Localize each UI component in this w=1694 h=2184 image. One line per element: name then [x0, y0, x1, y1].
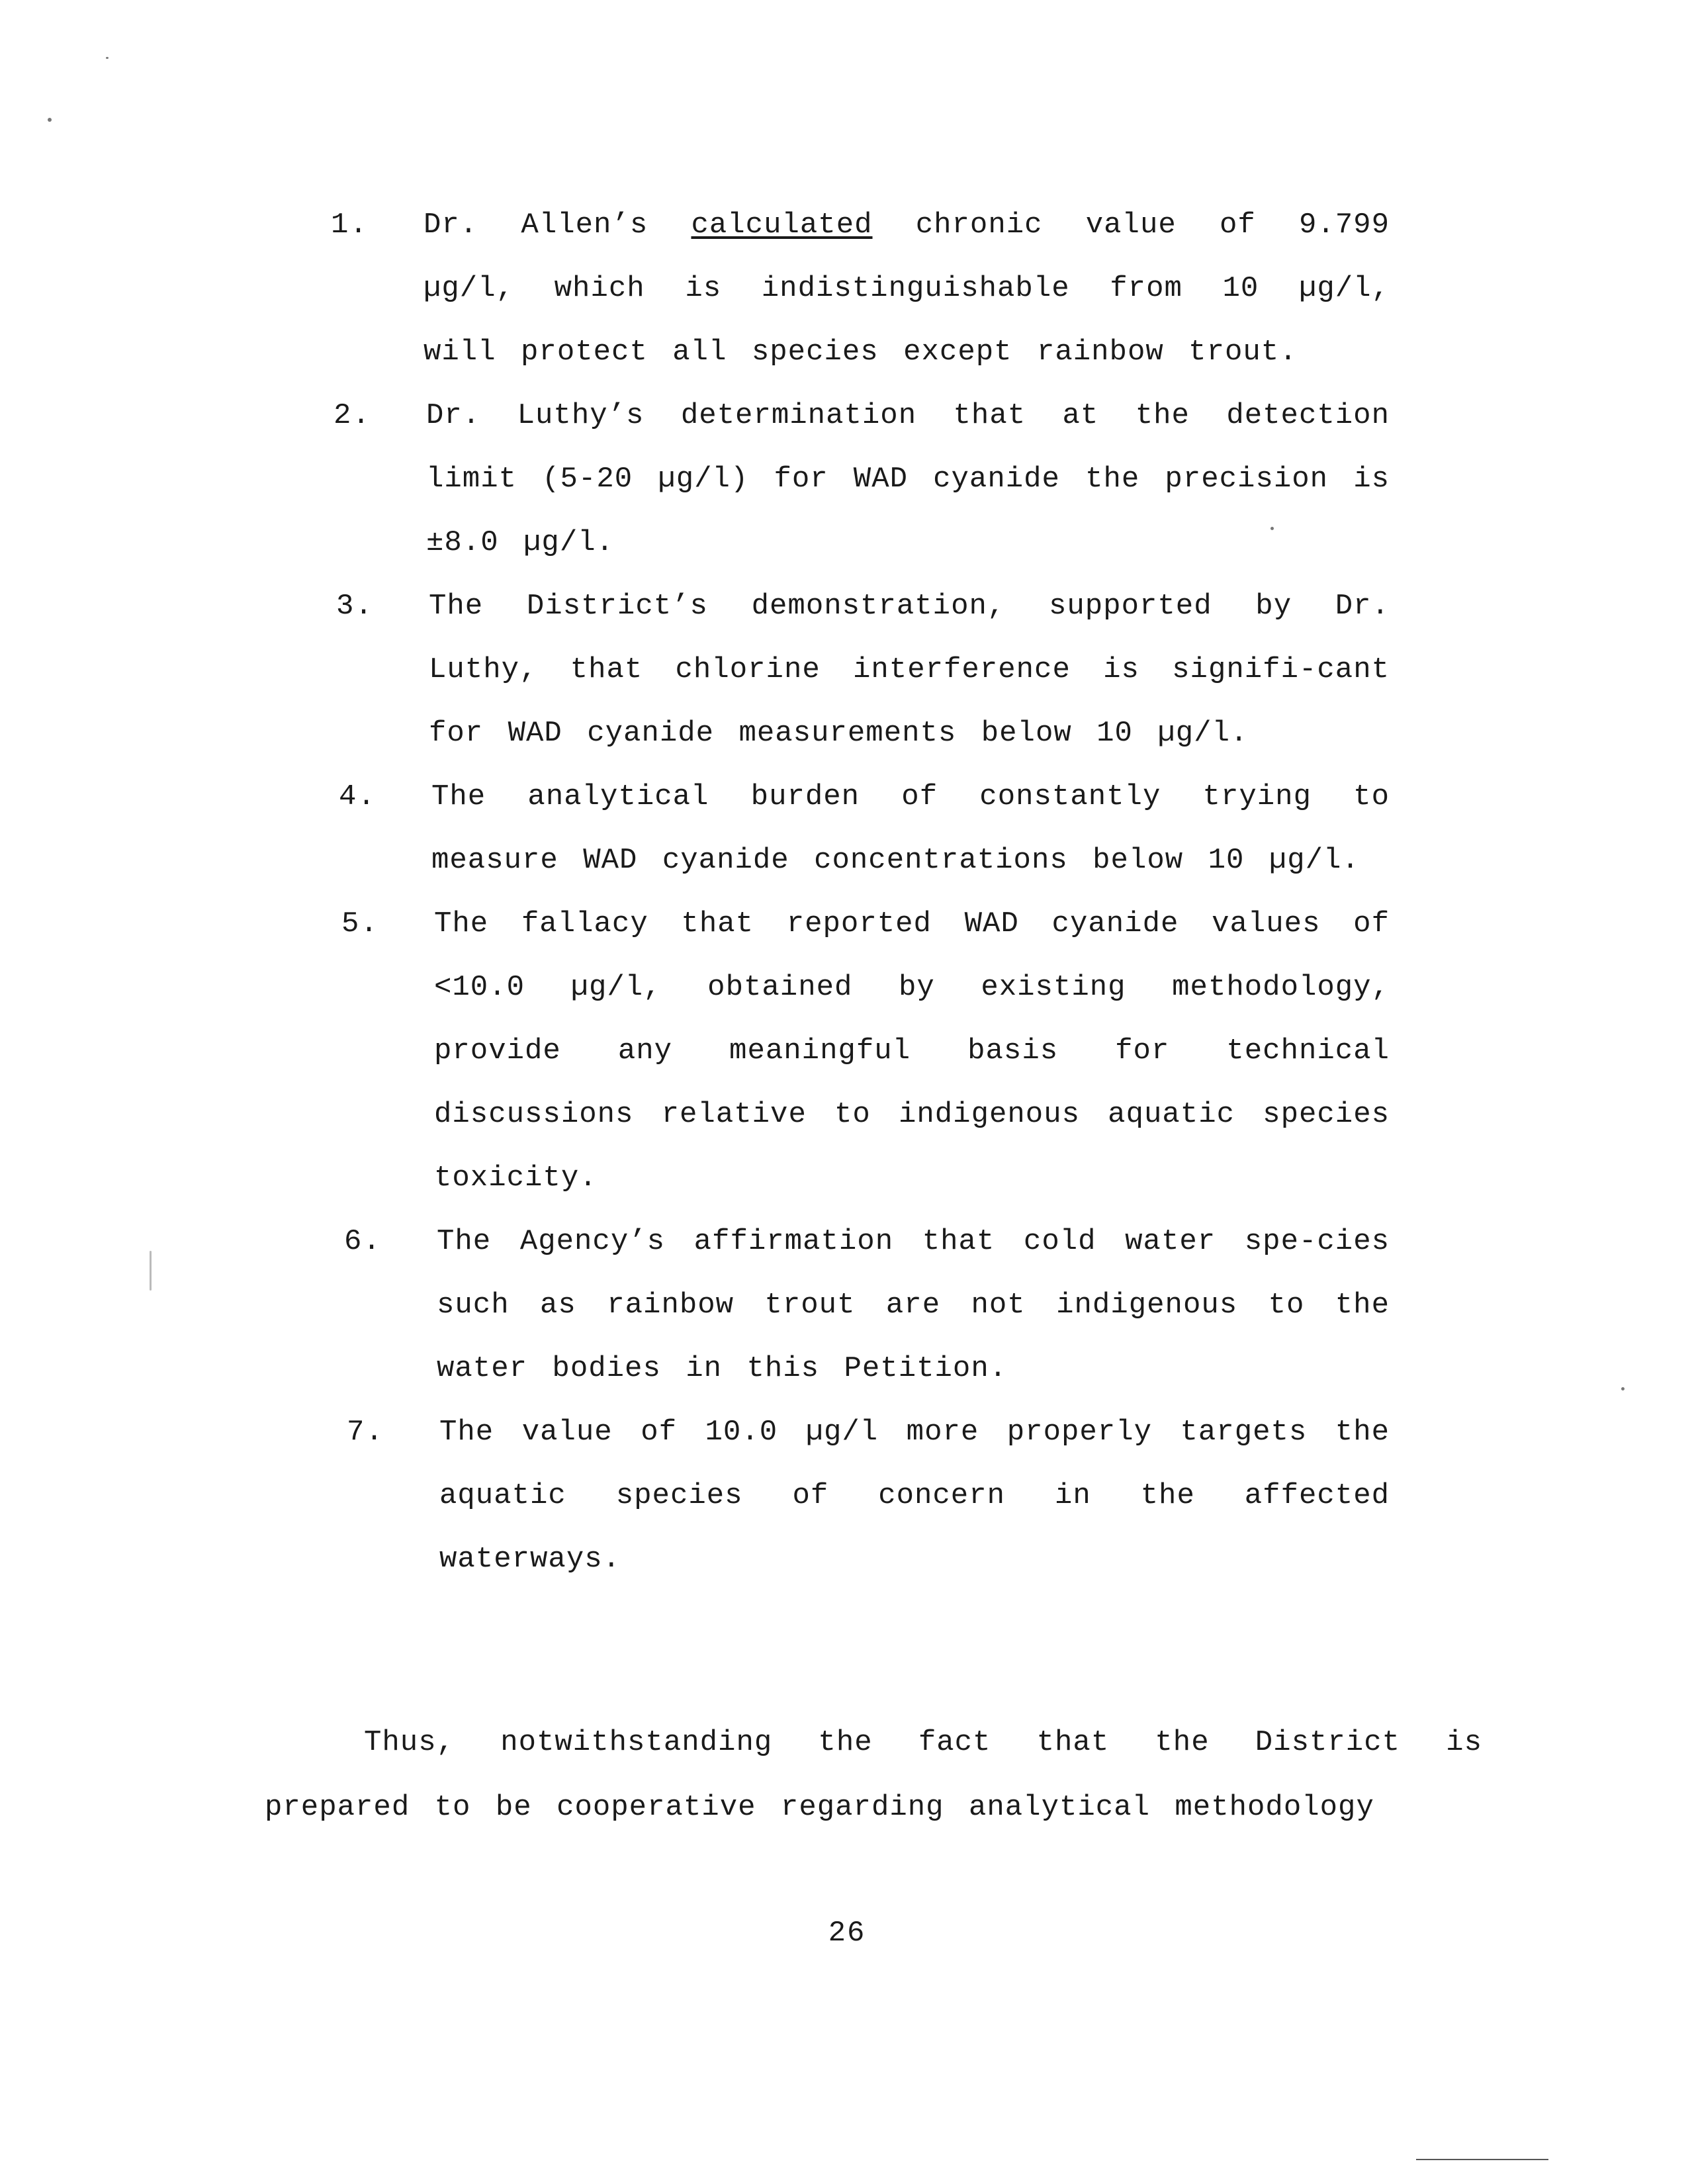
list-item	[339, 765, 1390, 892]
list-item	[344, 1210, 1390, 1400]
list-item	[347, 1400, 1390, 1591]
list-item-number: 1.	[331, 208, 369, 242]
list-item-text-end: chronic value of 9.799 µg/l, which is indistinguishable from 10 µg/l, will protect all species except rainbow trout.	[424, 208, 1390, 369]
footer-rule	[1416, 2159, 1548, 2160]
list-item-number: 5.	[341, 907, 379, 940]
list-item	[331, 193, 1390, 384]
list-item-text: The value of 10.0 µg/l more properly targets the aquatic species of concern in the affected waterways.	[439, 1416, 1390, 1576]
list-item-text	[424, 193, 1390, 384]
numbered-list	[331, 193, 1390, 1591]
scan-speck	[106, 57, 109, 59]
list-item	[334, 384, 1390, 574]
list-item-number: 2.	[334, 399, 371, 432]
underlined-word: calculated	[691, 208, 873, 242]
list-item-text: The Agency’s affirmation that cold water spe-cies such as rainbow trout are not indigenous to the water bodies in this Petition.	[437, 1225, 1390, 1385]
list-item-number: 6.	[344, 1225, 382, 1258]
scan-speck	[48, 118, 52, 122]
list-item-number: 3.	[336, 590, 374, 623]
list-item	[336, 574, 1390, 765]
list-item-text-start: Dr. Allen’s	[424, 208, 691, 242]
scan-speck	[1621, 1387, 1625, 1390]
page-number: 26	[828, 1917, 866, 1950]
scan-speck	[150, 1251, 152, 1291]
list-item	[341, 892, 1390, 1210]
list-item-text: The fallacy that reported WAD cyanide values of <10.0 µg/l, obtained by existing methodology, provide any meaningful basis for technical discussions relative to indigenous aquatic species toxicity.	[434, 907, 1390, 1195]
list-item-number: 7.	[347, 1416, 384, 1449]
closing-paragraph: Thus, notwithstanding the fact that the District is prepared to be cooperative regarding analytical methodology	[265, 1726, 1482, 1824]
list-item-text: The District’s demonstration, supported by Dr. Luthy, that chlorine interference is signifi-cant for WAD cyanide measurements below 10 µg/l.	[429, 590, 1390, 750]
list-item-number: 4.	[339, 780, 377, 813]
list-item-text: The analytical burden of constantly trying to measure WAD cyanide concentrations below 10 µg/l.	[431, 780, 1390, 877]
list-item-text: Dr. Luthy’s determination that at the detection limit (5-20 µg/l) for WAD cyanide the precision is ±8.0 µg/l.	[426, 399, 1390, 559]
scan-speck	[1270, 527, 1274, 530]
